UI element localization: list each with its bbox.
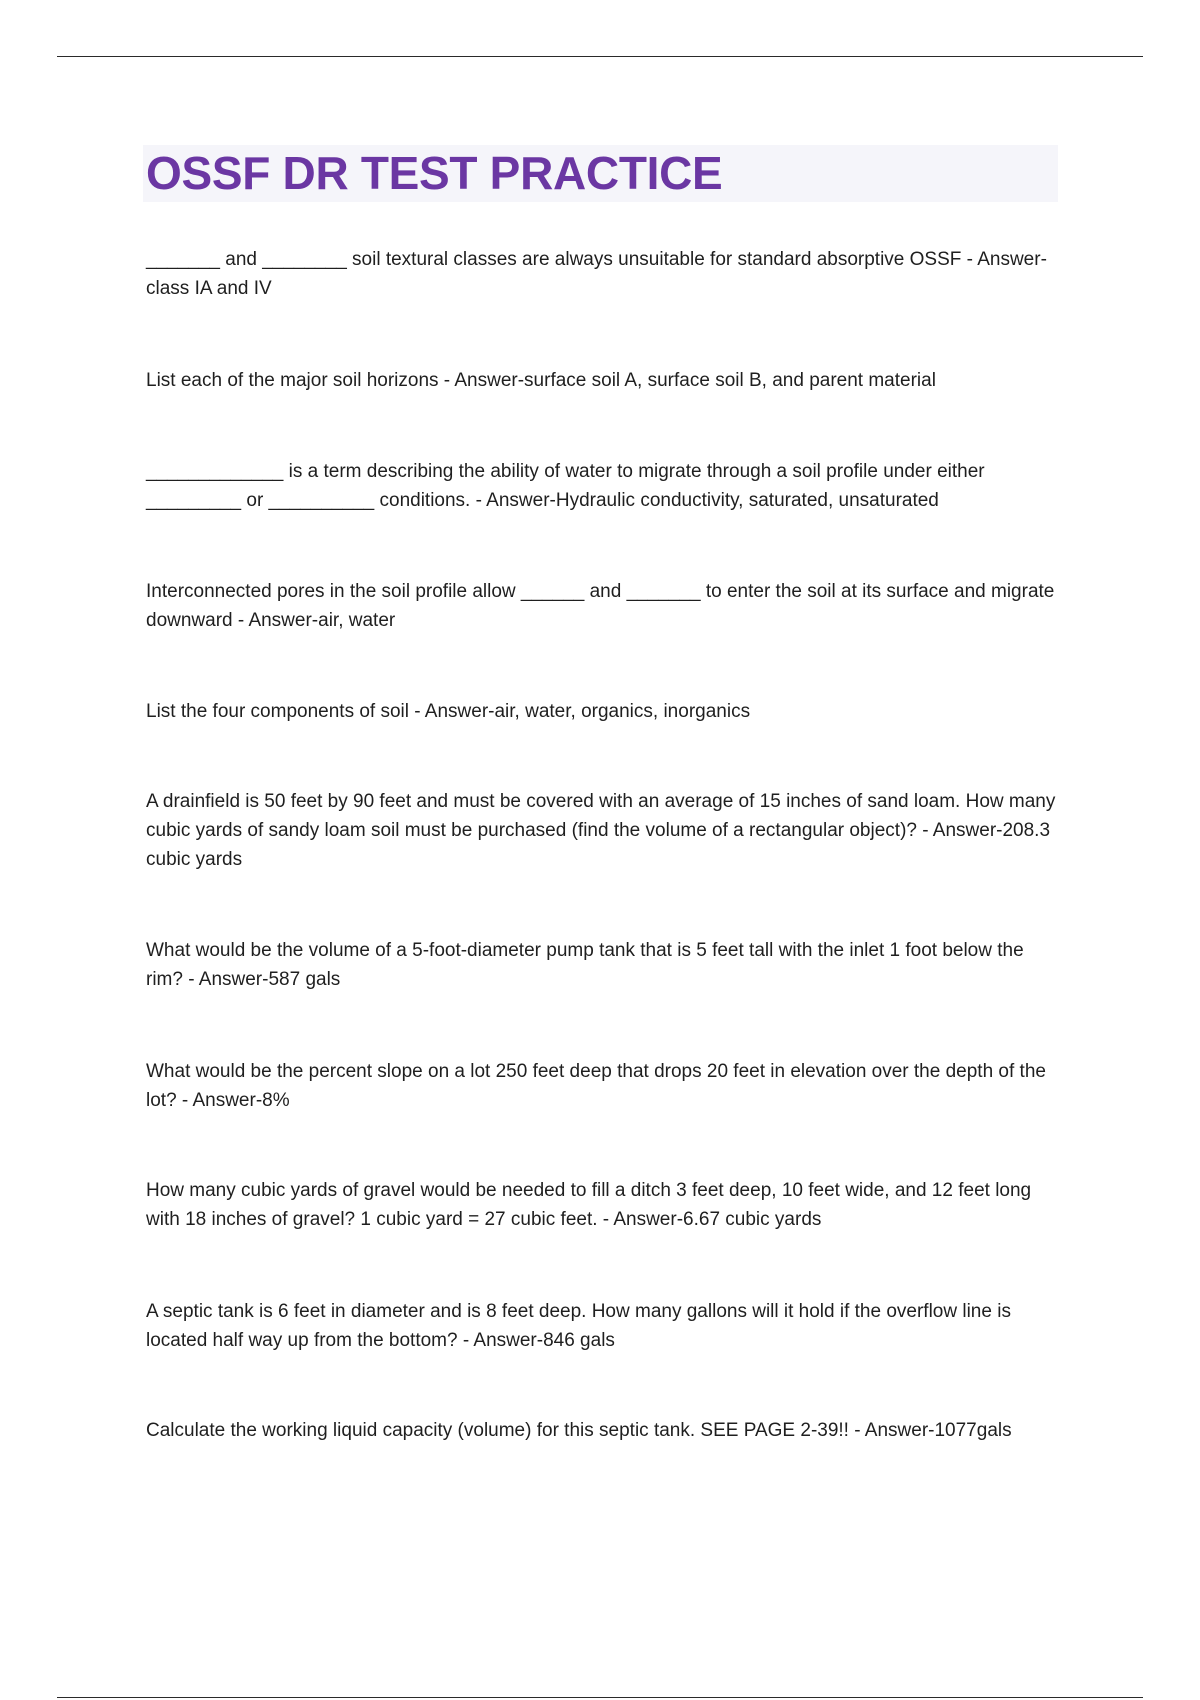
qa-item-5: List the four components of soil - Answer-air, water, organics, inorganics: [146, 701, 751, 722]
header-rule: [57, 56, 1143, 57]
qa-item-6: A drainfield is 50 feet by 90 feet and must be covered with an average of 15 inches of sand loam. How many cubic yards of sandy loam soil must be purchased (find the volume of a rectangular object)? - Answer-208.3 cubic yards: [146, 791, 1056, 870]
qa-item-2: List each of the major soil horizons - Answer-surface soil A, surface soil B, and parent material: [146, 370, 936, 391]
footer-rule: [57, 1697, 1143, 1698]
qa-item-10: A septic tank is 6 feet in diameter and is 8 feet deep. How many gallons will it hold if the overflow line is located half way up from the bottom? - Answer-846 gals: [146, 1301, 1011, 1351]
qa-item-11: Calculate the working liquid capacity (volume) for this septic tank. SEE PAGE 2-39!! - Answer-1077gals: [146, 1420, 1012, 1441]
qa-item-7: What would be the volume of a 5-foot-diameter pump tank that is 5 feet tall with the inlet 1 foot below the rim? - Answer-587 gals: [146, 940, 1024, 990]
qa-item-9: How many cubic yards of gravel would be needed to fill a ditch 3 feet deep, 10 feet wide, and 12 feet long with 18 inches of gravel? 1 cubic yard = 27 cubic feet. - Answer-6.67 cubic yards: [146, 1180, 1032, 1230]
qa-item-3: _____________ is a term describing the ability of water to migrate through a soil profile under either _________ or __________ conditions. - Answer-Hydraulic conductivity, saturated, unsaturated: [146, 461, 985, 511]
qa-item-4: Interconnected pores in the soil profile allow ______ and _______ to enter the soil at its surface and migrate downward - Answer-air, water: [146, 581, 1055, 631]
page-title: OSSF DR TEST PRACTICE: [146, 147, 723, 199]
qa-item-8: What would be the percent slope on a lot 250 feet deep that drops 20 feet in elevation over the depth of the lot? - Answer-8%: [146, 1061, 1046, 1111]
qa-item-1: _______ and ________ soil textural classes are always unsuitable for standard absorptive OSSF - Answer-class IA and IV: [146, 249, 1047, 299]
